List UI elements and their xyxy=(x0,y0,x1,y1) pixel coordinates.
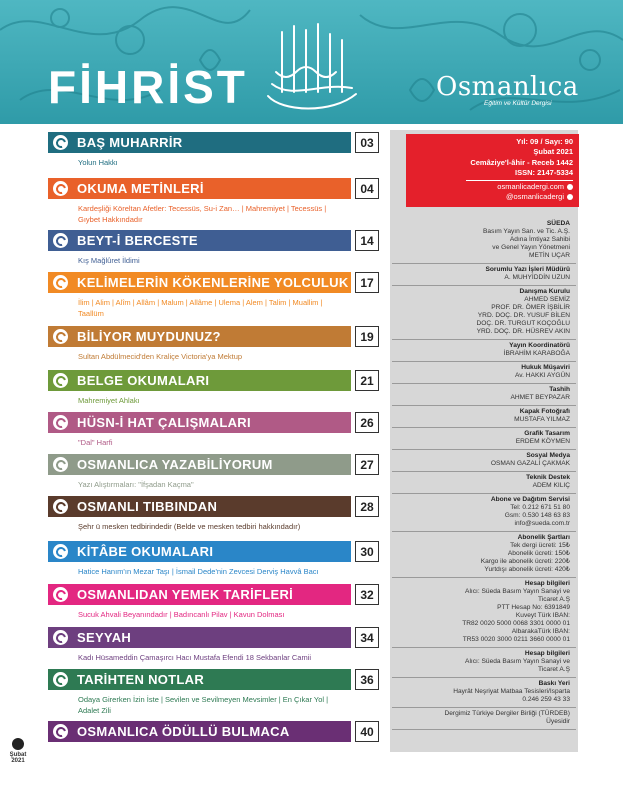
masthead-group xyxy=(392,406,576,428)
masthead-group xyxy=(392,708,576,730)
toc-entry[interactable] xyxy=(48,721,379,742)
masthead-role: Danışma Kurulu xyxy=(519,288,570,295)
masthead-value: TR82 0020 5000 0068 3301 0000 01 xyxy=(462,620,570,627)
masthead-group xyxy=(392,472,576,494)
toc-section-bar xyxy=(48,541,351,562)
toc-section-bar xyxy=(48,721,351,742)
bullet-inner-icon xyxy=(54,330,68,344)
masthead-group xyxy=(392,384,576,406)
bullet-inner-icon xyxy=(54,276,68,290)
masthead-value: Basım Yayın San. ve Tic. A.Ş. xyxy=(483,228,570,235)
masthead-value: Tel: 0.212 671 51 80 xyxy=(510,504,570,511)
masthead-role: Teknik Destek xyxy=(526,474,570,481)
section-bullet-icon xyxy=(53,275,68,290)
toc-page-number: 26 xyxy=(355,412,379,433)
toc-entry[interactable] xyxy=(48,132,379,169)
toc-entry[interactable] xyxy=(48,627,379,664)
toc-entry[interactable] xyxy=(48,669,379,716)
toc-section-bar xyxy=(48,412,351,433)
calligraphy-emblem xyxy=(262,22,360,114)
toc-page-number: 40 xyxy=(355,721,379,742)
page-title: FİHRİST xyxy=(48,61,248,113)
section-bullet-icon xyxy=(53,329,68,344)
masthead-value: Alıcı: Süeda Basım Yayın Sanayi ve xyxy=(465,658,570,665)
masthead-value: METİN UÇAR xyxy=(528,252,570,259)
masthead-value: ERDEM KÖYMEN xyxy=(515,438,570,445)
masthead-value: OSMAN GAZALİ ÇAKMAK xyxy=(490,460,570,467)
toc-section-subtitle: İlim | Alim | Alîm | Allâm | Malum | Allâme | Ulema | Alem | Talim | Muallim | Taallüm xyxy=(78,298,323,318)
toc-section-subtitle: Kış Mağlûret İldimi xyxy=(78,256,140,265)
toc-entry[interactable] xyxy=(48,272,379,319)
toc-section-subtitle: Mahremiyet Ahlakı xyxy=(78,396,140,405)
toc-section-subtitle: Odaya Girerken İzin İste | Sevilen ve Sevilmeyen Mevsimler | En Çıkar Yol | Adalet Zili xyxy=(78,695,329,715)
masthead-value: İBRAHİM KARABOĞA xyxy=(503,350,570,357)
masthead-value: TR53 0020 3000 0211 3660 0000 01 xyxy=(462,636,570,643)
masthead-group xyxy=(392,578,576,648)
masthead-value: Ticaret A.Ş xyxy=(537,666,570,673)
toc-section-bar xyxy=(48,272,351,293)
toc-page-number: 14 xyxy=(355,230,379,251)
toc-section-bar xyxy=(48,230,351,251)
bullet-inner-icon xyxy=(54,416,68,430)
bullet-inner-icon xyxy=(54,136,68,150)
toc-section-title: KİTÂBE OKUMALARI xyxy=(77,544,214,559)
toc-entry[interactable] xyxy=(48,326,379,363)
masthead-group xyxy=(392,218,576,264)
section-bullet-icon xyxy=(53,672,68,687)
social-link[interactable]: @osmanlicadergi xyxy=(505,192,564,202)
toc-page-number: 30 xyxy=(355,541,379,562)
masthead-value: PROF. DR. ÖMER İŞBİLİR xyxy=(491,304,570,311)
brand-subtitle: Eğitim ve Kültür Dergisi xyxy=(484,100,552,107)
masthead-value: AHMED SEMİZ xyxy=(524,296,570,303)
section-bullet-icon xyxy=(53,373,68,388)
masthead-group xyxy=(392,362,576,384)
toc-section-title: OSMANLICA ÖDÜLLÜ BULMACA xyxy=(77,724,290,739)
section-bullet-icon xyxy=(53,630,68,645)
toc-entry[interactable] xyxy=(48,230,379,267)
toc-page-number: 34 xyxy=(355,627,379,648)
website-link[interactable]: osmanlicadergi.com xyxy=(497,181,564,191)
bullet-inner-icon xyxy=(54,631,68,645)
masthead-value: Kargo ile abonelik ücreti: 220₺ xyxy=(480,558,570,565)
bullet-inner-icon xyxy=(54,458,68,472)
toc-section-bar xyxy=(48,370,351,391)
toc-page-number: 32 xyxy=(355,584,379,605)
toc-section-subtitle: Yolun Hakkı xyxy=(78,158,118,167)
toc-section-title: OKUMA METİNLERİ xyxy=(77,181,204,196)
masthead-value: AlbarakaTürk IBAN: xyxy=(511,628,570,635)
toc-page-number: 17 xyxy=(355,272,379,293)
toc-entry[interactable] xyxy=(48,370,379,407)
section-bullet-icon xyxy=(53,499,68,514)
toc-page-number: 21 xyxy=(355,370,379,391)
website-row xyxy=(406,182,573,192)
masthead-group xyxy=(392,532,576,578)
toc-entry[interactable] xyxy=(48,412,379,449)
masthead-role: Hukuk Müşaviri xyxy=(521,364,570,371)
masthead-group xyxy=(392,286,576,340)
toc-page-number: 19 xyxy=(355,326,379,347)
masthead-value: Av. HAKKI AYGÜN xyxy=(515,372,570,379)
masthead-value: Gsm: 0.530 148 63 83 xyxy=(504,512,570,519)
bullet-inner-icon xyxy=(54,234,68,248)
toc-section-bar xyxy=(48,454,351,475)
toc-entry[interactable] xyxy=(48,541,379,578)
issue-divider xyxy=(466,180,573,181)
masthead-value: Alıcı: Süeda Basım Yayın Sanayi ve xyxy=(465,588,570,595)
toc-entry[interactable] xyxy=(48,454,379,491)
section-bullet-icon xyxy=(53,181,68,196)
masthead-role: Sosyal Medya xyxy=(526,452,570,459)
masthead-group xyxy=(392,494,576,532)
masthead-role: Sorumlu Yazı İşleri Müdürü xyxy=(485,266,570,273)
masthead-role: Baskı Yeri xyxy=(538,680,570,687)
toc-section-subtitle: Sultan Abdülmecid'den Kraliçe Victoria'ya Mektup xyxy=(78,352,243,361)
toc-section-bar xyxy=(48,584,351,605)
toc-section-title: OSMANLICA YAZABİLİYORUM xyxy=(77,457,273,472)
toc-entry[interactable] xyxy=(48,178,379,225)
toc-section-title: BAŞ MUHARRİR xyxy=(77,135,183,150)
page-header xyxy=(0,0,623,124)
masthead-value: AHMET BEYPAZAR xyxy=(510,394,570,401)
toc-page-number: 27 xyxy=(355,454,379,475)
masthead-value: A. MUHYİDDİN UZUN xyxy=(504,274,570,281)
masthead-group xyxy=(392,340,576,362)
toc-section-subtitle: Hatice Hanım'ın Mezar Taşı | İsmail Dede'nin Zevcesi Derviş Havvâ Bacı xyxy=(78,567,319,576)
toc-section-title: BİLİYOR MUYDUNUZ? xyxy=(77,329,221,344)
masthead-value: YRD. DOÇ. DR. YUSUF BİLEN xyxy=(477,312,570,319)
toc-section-title: BELGE OKUMALARI xyxy=(77,373,210,388)
bullet-inner-icon xyxy=(54,545,68,559)
masthead-value: Yurtdışı abonelik ücreti: 420₺ xyxy=(484,566,570,573)
masthead-value: Dergimiz Türkiye Dergiler Birliği (TÜRDEB) xyxy=(444,710,570,717)
social-row xyxy=(406,192,573,202)
issue-number: Yıl: 09 / Sayı: 90 xyxy=(516,137,573,146)
toc-section-subtitle: Kadı Hüsameddin Çamaşırcı Hacı Mustafa Efendi 18 Sekbanlar Camii xyxy=(78,653,312,662)
bullet-inner-icon xyxy=(54,673,68,687)
masthead-value: info@sueda.com.tr xyxy=(514,520,570,527)
masthead-value: MUSTAFA YILMAZ xyxy=(514,416,570,423)
masthead-value: Üyesidir xyxy=(546,718,570,725)
masthead-role: Abonelik Şartları xyxy=(517,534,570,541)
masthead-value: Adına İmtiyaz Sahibi xyxy=(509,236,570,243)
corner-month: Şubat xyxy=(9,752,27,758)
toc-section-bar xyxy=(48,496,351,517)
bullet-inner-icon xyxy=(54,725,68,739)
toc-section-bar xyxy=(48,669,351,690)
masthead-role: Hesap bilgileri xyxy=(524,650,570,657)
toc-section-bar xyxy=(48,178,351,199)
masthead-value: PTT Hesap No: 6391849 xyxy=(497,604,570,611)
masthead-value: Hayrât Neşriyat Matbaa Tesisleri/Isparta xyxy=(453,688,570,695)
masthead-value: ADEM KILIÇ xyxy=(532,482,570,489)
toc-section-title: BEYT-İ BERCESTE xyxy=(77,233,198,248)
issue-info-box xyxy=(406,134,579,207)
toc-section-title: OSMANLIDAN YEMEK TARİFLERİ xyxy=(77,587,294,602)
toc-entry[interactable] xyxy=(48,496,379,533)
masthead-group xyxy=(392,678,576,708)
toc-entry[interactable] xyxy=(48,584,379,621)
toc-page-number: 03 xyxy=(355,132,379,153)
bullet-inner-icon xyxy=(54,374,68,388)
toc-section-title: HÜSN-İ HAT ÇALIŞMALARI xyxy=(77,415,251,430)
masthead-value: 0.246 259 43 33 xyxy=(522,696,570,703)
masthead-staff-list xyxy=(392,218,576,730)
section-bullet-icon xyxy=(53,233,68,248)
social-icon xyxy=(567,194,573,200)
section-bullet-icon xyxy=(53,544,68,559)
toc-section-title: SEYYAH xyxy=(77,630,132,645)
masthead-group xyxy=(392,428,576,450)
masthead-role: Kapak Fotoğrafı xyxy=(519,408,570,415)
toc-section-subtitle: "Dal" Harfi xyxy=(78,438,113,447)
toc-section-title: KELİMELERİN KÖKENLERİNE YOLCULUK xyxy=(77,275,349,290)
toc-section-subtitle: Sucuk Ahvali Beyanındadır | Badıncanlı Pilav | Kavun Dolması xyxy=(78,610,285,619)
toc-section-bar xyxy=(48,326,351,347)
bullet-inner-icon xyxy=(54,588,68,602)
masthead-role: Hesap bilgileri xyxy=(524,580,570,587)
masthead-value: Tek dergi ücreti: 15₺ xyxy=(510,542,570,549)
issue-date: Şubat 2021 xyxy=(533,147,573,157)
toc-page-number: 04 xyxy=(355,178,379,199)
masthead-value: DOÇ. DR. TURGUT KOÇOĞLU xyxy=(476,320,570,327)
issue-hijri-date: Cemâziye'l-âhir - Receb 1442 xyxy=(470,157,573,167)
toc-section-subtitle: Şehr ü mesken tedbirindedir (Belde ve mesken tedbiri hakkındadır) xyxy=(78,522,301,531)
toc-section-bar xyxy=(48,627,351,648)
masthead-role: Yayın Koordinatörü xyxy=(509,342,570,349)
masthead-value: Abonelik ücreti: 150₺ xyxy=(507,550,570,557)
section-bullet-icon xyxy=(53,457,68,472)
brand-logo xyxy=(436,72,579,107)
section-bullet-icon xyxy=(53,587,68,602)
masthead-role: Abone ve Dağıtım Servisi xyxy=(490,496,570,503)
toc-page-number: 28 xyxy=(355,496,379,517)
bullet-inner-icon xyxy=(54,500,68,514)
masthead-role: Tashih xyxy=(549,386,570,393)
toc-section-title: TARİHTEN NOTLAR xyxy=(77,672,205,687)
masthead-role: SÜEDA xyxy=(546,220,570,227)
masthead-value: Ticaret A.Ş xyxy=(537,596,570,603)
toc-section-bar xyxy=(48,132,351,153)
bullet-inner-icon xyxy=(54,182,68,196)
toc-section-subtitle: Yazı Alıştırmaları: "İfşadan Kaçma" xyxy=(78,480,194,489)
toc-page-number: 36 xyxy=(355,669,379,690)
section-bullet-icon xyxy=(53,135,68,150)
corner-logo xyxy=(4,738,32,764)
toc-section-title: OSMANLI TIBBINDAN xyxy=(77,499,218,514)
masthead-value: YRD. DOÇ. DR. HÜSREV AKIN xyxy=(476,328,570,335)
masthead-group xyxy=(392,450,576,472)
masthead-role: Grafik Tasarım xyxy=(524,430,570,437)
section-bullet-icon xyxy=(53,724,68,739)
masthead-value: ve Genel Yayın Yönetmeni xyxy=(492,244,570,251)
corner-year: 2021 xyxy=(11,758,25,764)
masthead-group xyxy=(392,648,576,678)
brand-name: Osmanlıca xyxy=(436,72,579,102)
toc-section-subtitle: Kardeşliği Köreltan Afetler: Tecessüs, Su-i Zan… | Mahremiyet | Tecessüs | Gıybet Hakkındadır xyxy=(78,204,327,224)
section-bullet-icon xyxy=(53,415,68,430)
masthead-group xyxy=(392,264,576,286)
masthead-value: Kuveyt Türk IBAN: xyxy=(515,612,570,619)
logo-mark-icon xyxy=(12,738,24,750)
globe-icon xyxy=(567,184,573,190)
issue-issn: ISSN: 2147-5334 xyxy=(515,168,573,178)
